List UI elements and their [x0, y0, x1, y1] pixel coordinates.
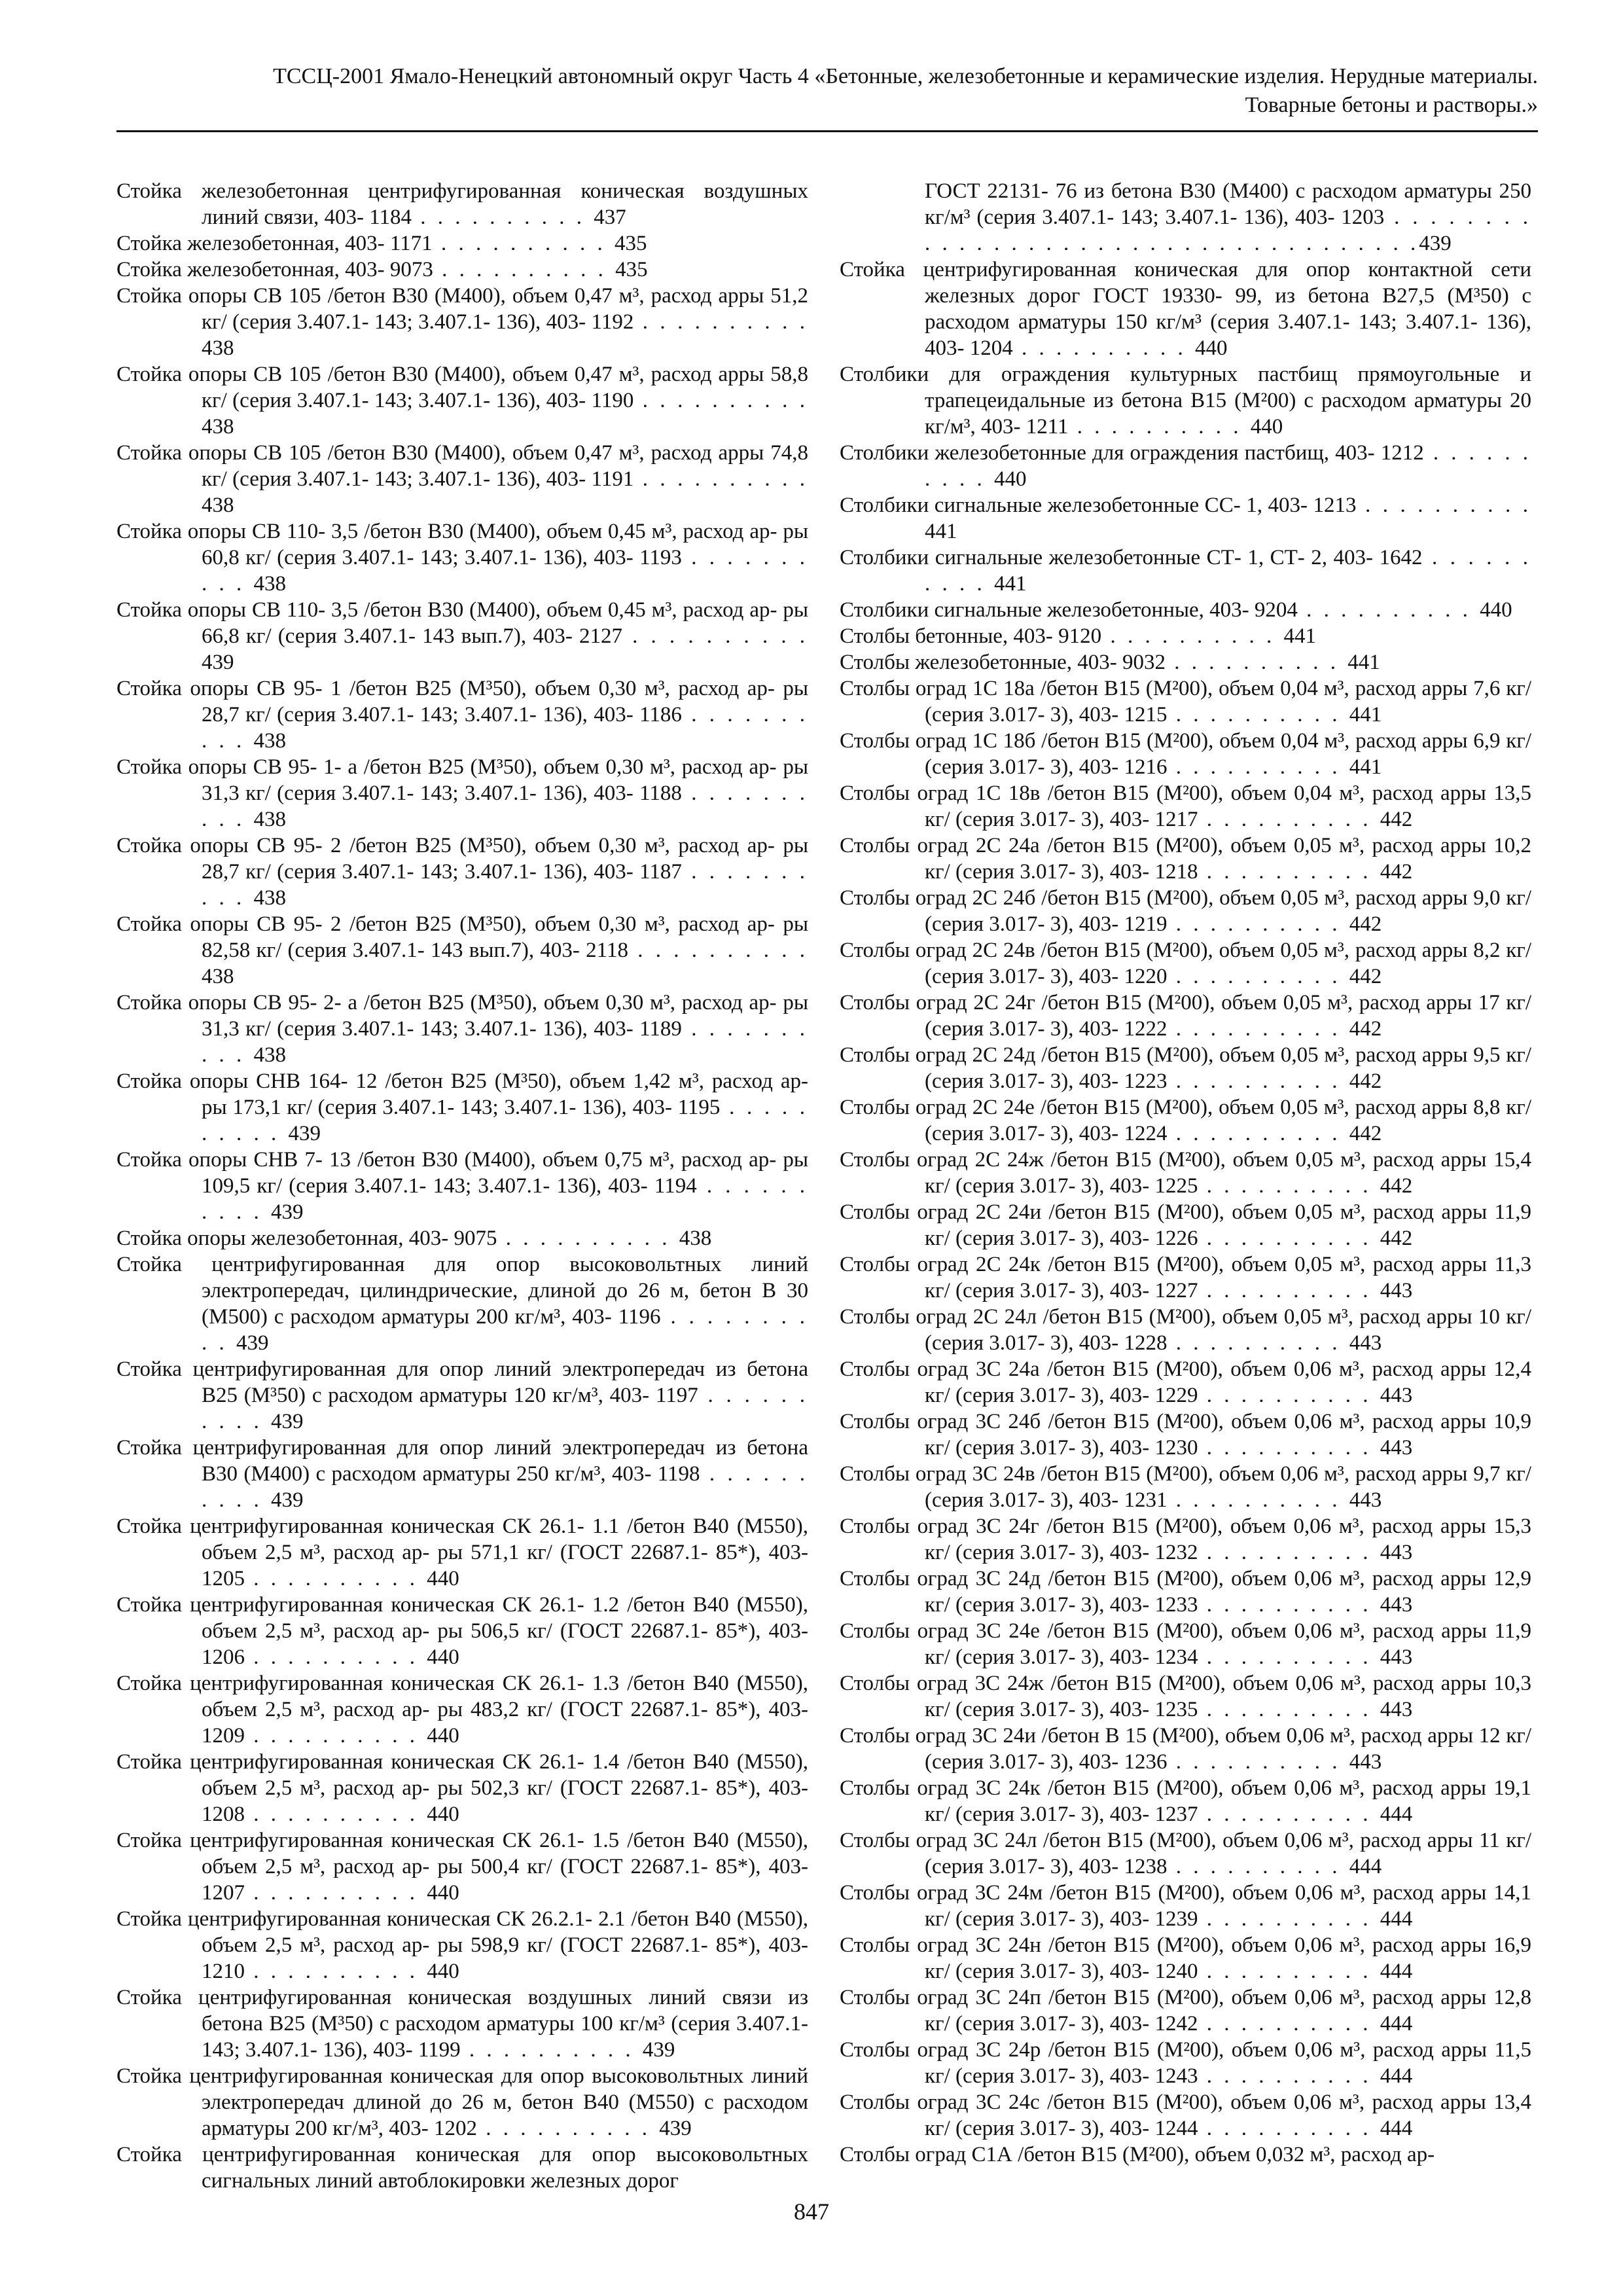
entry-text: Стойка центрифугированная коническая СК 26.2.1- 2.1 /бетон В40 (М550), объем 2,5 м³, расход ар- ры 598,9 кг/ (ГОСТ 22687.1- 85*), 403- 1210 — [116, 1907, 808, 1983]
index-entry: Стойка опоры СНВ 164- 12 /бетон В25 (М³50), объем 1,42 м³, расход ар- ры 173,1 кг/ (серия 3.407.1- 143; 3.407.1- 136), 403- 1195 . . . . . . . . . . 439 — [116, 1069, 808, 1145]
entry-text: Стойка опоры СВ 95- 1- а /бетон В25 (М³50), объем 0,30 м³, расход ар- ры 31,3 кг/ (серия 3.407.1- 143; 3.407.1- 136), 403- 1188 — [116, 755, 808, 805]
entry-page-number: 439 — [236, 1331, 269, 1355]
entry-text: Стойка центрифугированная коническая для опор высоковольтных сигнальных линий автоблокировки железных дорог — [116, 2143, 808, 2193]
index-entry: Стойка опоры СВ 95- 1- а /бетон В25 (М³50), объем 0,30 м³, расход ар- ры 31,3 кг/ (серия 3.407.1- 143; 3.407.1- 136), 403- 1188 . . . . . . . . . . 438 — [116, 755, 808, 831]
entry-page-number: 442 — [1380, 1227, 1413, 1250]
header-divider — [116, 130, 1538, 132]
entry-text: Стойка центрифугированная для опор линий электропередач из бетона В25 (М³50) с расходом арматуры 120 кг/м³, 403- 1197 — [116, 1357, 808, 1407]
entry-text: Стойка центрифугированная для опор высоковольтных линий электропередач, цилиндрические, длиной до 26 м, бетон В 30 (М500) с расходом арматуры 200 кг/м³, 403- 1196 — [116, 1253, 808, 1329]
entry-text: Стойка центрифугированная коническая СК 26.1- 1.4 /бетон В40 (М550), объем 2,5 м³, расход ар- ры 502,3 кг/ (ГОСТ 22687.1- 85*), 403- 1208 — [116, 1750, 808, 1826]
index-entry: Столбы оград 2С 24е /бетон В15 (М²00), объем 0,05 м³, расход арры 8,8 кг/ (серия 3.017- 3), 403- 1224 . . . . . . . . . . 442 — [840, 1096, 1531, 1145]
entry-text: Стойка опоры СВ 110- 3,5 /бетон В30 (М400), объем 0,45 м³, расход ар- ры 60,8 кг/ (серия 3.407.1- 143; 3.407.1- 136), 403- 1193 — [116, 520, 808, 569]
index-entry: Столбы оград 3С 24м /бетон В15 (М²00), объем 0,06 м³, расход арры 14,1 кг/ (серия 3.017- 3), 403- 1239 . . . . . . . . . . 444 — [840, 1881, 1531, 1931]
entry-text: Столбы оград С1А /бетон В15 (М²00), объем 0,032 м³, расход ар- — [840, 2143, 1435, 2166]
entry-page-number: 435 — [615, 258, 648, 281]
entry-page-number: 441 — [1347, 651, 1380, 674]
entry-page-number: 440 — [427, 1803, 459, 1826]
index-entry: Столбы оград 3С 24п /бетон В15 (М²00), объем 0,06 м³, расход арры 12,8 кг/ (серия 3.017- 3), 403- 1242 . . . . . . . . . . 444 — [840, 1986, 1531, 2036]
index-entry: Стойка центрифугированная коническая СК 26.1- 1.3 /бетон В40 (М550), объем 2,5 м³, расход ар- ры 483,2 кг/ (ГОСТ 22687.1- 85*), 403- 1209 . . . . . . . . . . 440 — [116, 1672, 808, 1748]
index-entry: Столбы оград 3С 24в /бетон В15 (М²00), объем 0,06 м³, расход арры 9,7 кг/ (серия 3.017- 3), 403- 1231 . . . . . . . . . . 443 — [840, 1462, 1531, 1512]
entry-page-number: 444 — [1380, 2064, 1413, 2088]
entry-text: Столбы оград 3С 24е /бетон В15 (М²00), объем 0,06 м³, расход арры 11,9 кг/ (серия 3.017- 3), 403- 1234 — [840, 1619, 1531, 1669]
entry-text: Столбы оград 2С 24ж /бетон В15 (М²00), объем 0,05 м³, расход арры 15,4 кг/ (серия 3.017- 3), 403- 1225 — [840, 1148, 1531, 1198]
entry-text: Столбы оград 2С 24к /бетон В15 (М²00), объем 0,05 м³, расход арры 11,3 кг/ (серия 3.017- 3), 403- 1227 — [840, 1253, 1531, 1302]
entry-page-number: 439 — [202, 651, 234, 674]
index-entry: Столбы оград 1С 18а /бетон В15 (М²00), объем 0,04 м³, расход арры 7,6 кг/ (серия 3.017- 3), 403- 1215 . . . . . . . . . . 441 — [840, 677, 1531, 726]
entry-page-number: 441 — [1283, 624, 1316, 648]
entry-text: Стойка центрифугированная коническая СК 26.1- 1.2 /бетон В40 (М550), объем 2,5 м³, расход ар- ры 506,5 кг/ (ГОСТ 22687.1- 85*), 403- 1206 — [116, 1593, 808, 1669]
index-entry: Столбики сигнальные железобетонные, 403- 9204 . . . . . . . . . . 440 — [840, 598, 1512, 622]
entry-text: Столбики сигнальные железобетонные, 403- 9204 — [840, 598, 1298, 622]
index-entry: Столбы оград 2С 24л /бетон В15 (М²00), объем 0,05 м³, расход арры 10 кг/ (серия 3.017- 3), 403- 1228 . . . . . . . . . . 443 — [840, 1305, 1531, 1355]
entry-text: Столбики железобетонные для ограждения пастбищ, 403- 1212 — [840, 441, 1424, 465]
index-entry: Стойка опоры СВ 105 /бетон В30 (М400), объем 0,47 м³, расход арры 74,8 кг/ (серия 3.407.1- 143; 3.407.1- 136), 403- 1191 . . . . . . . . . . 438 — [116, 441, 808, 517]
index-entry: Столбы оград 1С 18в /бетон В15 (М²00), объем 0,04 м³, расход арры 13,5 кг/ (серия 3.017- 3), 403- 1217 . . . . . . . . . . 442 — [840, 781, 1531, 831]
index-entry: Стойка центрифугированная коническая СК 26.1- 1.4 /бетон В40 (М550), объем 2,5 м³, расход ар- ры 502,3 кг/ (ГОСТ 22687.1- 85*), 403- 1208 . . . . . . . . . . 440 — [116, 1750, 808, 1826]
entry-text: Столбы оград 1С 18в /бетон В15 (М²00), объем 0,04 м³, расход арры 13,5 кг/ (серия 3.017- 3), 403- 1217 — [840, 781, 1531, 831]
entry-page-number: 444 — [1380, 2117, 1413, 2140]
entry-text: Столбы оград 3С 24а /бетон В15 (М²00), объем 0,06 м³, расход арры 12,4 кг/ (серия 3.017- 3), 403- 1229 — [840, 1357, 1531, 1407]
index-entry: Столбы оград 3С 24ж /бетон В15 (М²00), объем 0,06 м³, расход арры 10,3 кг/ (серия 3.017- 3), 403- 1235 . . . . . . . . . . 443 — [840, 1672, 1531, 1721]
index-entry: Стойка опоры СВ 95- 2- а /бетон В25 (М³50), объем 0,30 м³, расход ар- ры 31,3 кг/ (серия 3.407.1- 143; 3.407.1- 136), 403- 1189 . . . . . . . . . . 438 — [116, 991, 808, 1067]
entry-page-number: 443 — [1380, 1593, 1413, 1617]
entry-text: Столбы оград 2С 24е /бетон В15 (М²00), объем 0,05 м³, расход арры 8,8 кг/ (серия 3.017- 3), 403- 1224 — [840, 1096, 1531, 1145]
index-entry: Стойка железобетонная центрифугированная коническая воздушных линий связи, 403- 1184 . . . . . . . . . . 437 — [116, 179, 808, 229]
entry-page-number: 438 — [253, 808, 286, 831]
index-entry: Стойка центрифугированная коническая СК 26.1- 1.2 /бетон В40 (М550), объем 2,5 м³, расход ар- ры 506,5 кг/ (ГОСТ 22687.1- 85*), 403- 1206 . . . . . . . . . . 440 — [116, 1593, 808, 1669]
entry-text: Столбики сигнальные железобетонные СС- 1, 403- 1213 — [840, 493, 1357, 517]
entry-page-number: 441 — [1349, 703, 1382, 726]
entry-page-number: 442 — [1349, 1017, 1382, 1041]
entry-page-number: 444 — [1380, 1960, 1413, 1983]
entry-text: Стойка центрифугированная коническая для опор высоковольтных линий электропередач длиной до 26 м, бетон В40 (М550) с расходом арматуры 200 кг/м³, 403- 1202 — [116, 2064, 808, 2140]
entry-text: Столбики сигнальные железобетонные СТ- 1, СТ- 2, 403- 1642 — [840, 546, 1423, 569]
entry-page-number: 443 — [1380, 1279, 1413, 1302]
index-entry: Столбы оград 3С 24к /бетон В15 (М²00), объем 0,06 м³, расход арры 19,1 кг/ (серия 3.017- 3), 403- 1237 . . . . . . . . . . 444 — [840, 1776, 1531, 1826]
page-number: 847 — [794, 2198, 829, 2225]
entry-page-number: 439 — [1419, 232, 1452, 255]
entry-page-number: 440 — [427, 1724, 459, 1748]
entry-text: Столбы оград 1С 18а /бетон В15 (М²00), объем 0,04 м³, расход арры 7,6 кг/ (серия 3.017- 3), 403- 1215 — [840, 677, 1531, 726]
entry-page-number: 438 — [253, 1043, 286, 1067]
index-entry: Стойка опоры СВ 105 /бетон В30 (М400), объем 0,47 м³, расход арры 58,8 кг/ (серия 3.407.1- 143; 3.407.1- 136), 403- 1190 . . . . . . . . . . 438 — [116, 363, 808, 439]
entry-page-number: 438 — [253, 572, 286, 596]
index-entry: Стойка центрифугированная для опор высоковольтных линий электропередач, цилиндрические, длиной до 26 м, бетон В 30 (М500) с расходом арматуры 200 кг/м³, 403- 1196 . . . . . . . . . . 439 — [116, 1253, 809, 1355]
entry-text: Столбы оград 3С 24р /бетон В15 (М²00), объем 0,06 м³, расход арры 11,5 кг/ (серия 3.017- 3), 403- 1243 — [840, 2038, 1531, 2088]
entry-text: Столбы оград 1С 18б /бетон В15 (М²00), объем 0,04 м³, расход арры 6,9 кг/ (серия 3.017- 3), 403- 1216 — [840, 729, 1531, 779]
entry-page-number: 439 — [288, 1122, 321, 1145]
entry-text: Столбы железобетонные, 403- 9032 — [840, 651, 1166, 674]
entry-page-number: 442 — [1349, 912, 1382, 936]
entry-text: Столбики для ограждения культурных пастбищ прямоугольные и трапецеидальные из бетона В15 (М²00) с расходом арматуры 20 кг/м³, 403- 1211 — [840, 363, 1531, 439]
entry-page-number: 440 — [427, 1645, 459, 1669]
entry-text: Стойка центрифугированная коническая СК 26.1- 1.3 /бетон В40 (М550), объем 2,5 м³, расход ар- ры 483,2 кг/ (ГОСТ 22687.1- 85*), 403- 1209 — [116, 1672, 808, 1748]
index-entry: Столбы оград 2С 24а /бетон В15 (М²00), объем 0,05 м³, расход арры 10,2 кг/ (серия 3.017- 3), 403- 1218 . . . . . . . . . . 442 — [840, 834, 1531, 884]
entry-page-number: 443 — [1380, 1436, 1413, 1460]
entry-text: Столбы оград 3С 24б /бетон В15 (М²00), объем 0,06 м³, расход арры 10,9 кг/ (серия 3.017- 3), 403- 1230 — [840, 1410, 1531, 1460]
index-entry: Стойка центрифугированная для опор линий электропередач из бетона В30 (М400) с расходом арматуры 250 кг/м³, 403- 1198 . . . . . . . . . . 439 — [116, 1436, 808, 1512]
entry-text: Стойка опоры СВ 95- 1 /бетон В25 (М³50), объем 0,30 м³, расход ар- ры 28,7 кг/ (серия 3.407.1- 143; 3.407.1- 136), 403- 1186 — [116, 677, 808, 726]
entry-page-number: 438 — [253, 729, 286, 753]
entry-text: Столбы оград 3С 24ж /бетон В15 (М²00), объем 0,06 м³, расход арры 10,3 кг/ (серия 3.017- 3), 403- 1235 — [840, 1672, 1531, 1721]
index-entry: Стойка центрифугированная коническая воздушных линий связи из бетона В25 (М³50) с расходом арматуры 100 кг/м³ (серия 3.407.1- 143; 3.407.1- 136), 403- 1199 . . . . . . . . . . 439 — [116, 1986, 808, 2062]
entry-page-number: 440 — [1250, 415, 1283, 439]
index-entry: Столбы оград 3С 24и /бетон В 15 (М²00), объем 0,06 м³, расход арры 12 кг/ (серия 3.017- 3), 403- 1236 . . . . . . . . . . 443 — [840, 1724, 1531, 1774]
index-entry: Стойка центрифугированная коническая для опор контактной сети железных дорог ГОСТ 19330- 99, из бетона В27,5 (М³50) с расходом арматуры 150 кг/м³ (серия 3.407.1- 143; 3.407.1- 136), 403- 1204 . . . . . . . . . . 440 — [840, 258, 1531, 360]
index-entry: Столбики сигнальные железобетонные СС- 1, 403- 1213 . . . . . . . . . . 441 — [840, 493, 1531, 543]
header-line-1: ТССЦ-2001 Ямало-Ненецкий автономный округ Часть 4 «Бетонные, железобетонные и керамические изделия. Нерудные материалы. — [273, 64, 1538, 88]
entry-text: Столбы оград 3С 24н /бетон В15 (М²00), объем 0,06 м³, расход арры 16,9 кг/ (серия 3.017- 3), 403- 1240 — [840, 1933, 1531, 1983]
entry-page-number: 439 — [659, 2117, 692, 2140]
index-entry: Столбы оград 2С 24г /бетон В15 (М²00), объем 0,05 м³, расход арры 17 кг/ (серия 3.017- 3), 403- 1222 . . . . . . . . . . 442 — [840, 991, 1531, 1041]
index-entry: Стойка железобетонная, 403- 1171 . . . . . . . . . . 435 — [116, 232, 647, 255]
entry-text: Стойка опоры СВ 105 /бетон В30 (М400), объем 0,47 м³, расход арры 51,2 кг/ (серия 3.407.1- 143; 3.407.1- 136), 403- 1192 — [116, 284, 808, 334]
entry-page-number: 442 — [1349, 965, 1382, 988]
index-entry: Стойка центрифугированная коническая СК 26.1- 1.1 /бетон В40 (М550), объем 2,5 м³, расход ар- ры 571,1 кг/ (ГОСТ 22687.1- 85*), 403- 1205 . . . . . . . . . . 440 — [116, 1515, 808, 1590]
entry-text: Стойка центрифугированная коническая воздушных линий связи из бетона В25 (М³50) с расходом арматуры 100 кг/м³ (серия 3.407.1- 143; 3.407.1- 136), 403- 1199 — [116, 1986, 808, 2062]
index-entry: Стойка опоры СНВ 7- 13 /бетон В30 (М400), объем 0,75 м³, расход ар- ры 109,5 кг/ (серия 3.407.1- 143; 3.407.1- 136), 403- 1194 . . . . . . . . . . 439 — [116, 1148, 809, 1224]
index-entry: Стойка центрифугированная коническая для опор высоковольтных линий электропередач длиной до 26 м, бетон В40 (М550) с расходом арматуры 200 кг/м³, 403- 1202 . . . . . . . . . . 439 — [116, 2064, 808, 2140]
entry-text: Столбы оград 2С 24а /бетон В15 (М²00), объем 0,05 м³, расход арры 10,2 кг/ (серия 3.017- 3), 403- 1218 — [840, 834, 1531, 884]
index-entry: Столбы оград 3С 24е /бетон В15 (М²00), объем 0,06 м³, расход арры 11,9 кг/ (серия 3.017- 3), 403- 1234 . . . . . . . . . . 443 — [840, 1619, 1531, 1669]
index-entry: Столбы оград 3С 24б /бетон В15 (М²00), объем 0,06 м³, расход арры 10,9 кг/ (серия 3.017- 3), 403- 1230 . . . . . . . . . . 443 — [840, 1410, 1531, 1460]
entry-text: Столбы бетонные, 403- 9120 — [840, 624, 1102, 648]
index-entry: Столбы оград 3С 24г /бетон В15 (М²00), объем 0,06 м³, расход арры 15,3 кг/ (серия 3.017- 3), 403- 1232 . . . . . . . . . . 443 — [840, 1515, 1531, 1564]
index-entry: Стойка опоры СВ 95- 1 /бетон В25 (М³50), объем 0,30 м³, расход ар- ры 28,7 кг/ (серия 3.407.1- 143; 3.407.1- 136), 403- 1186 . . . . . . . . . . 438 — [116, 677, 808, 753]
entry-page-number: 440 — [427, 1881, 459, 1905]
entry-text: Столбы оград 2С 24и /бетон В15 (М²00), объем 0,05 м³, расход арры 11,9 кг/ (серия 3.017- 3), 403- 1226 — [840, 1200, 1531, 1250]
entry-page-number: 444 — [1380, 2012, 1413, 2036]
entry-text: Стойка опоры СНВ 7- 13 /бетон В30 (М400), объем 0,75 м³, расход ар- ры 109,5 кг/ (серия 3.407.1- 143; 3.407.1- 136), 403- 1194 — [116, 1148, 808, 1198]
entry-page-number: 442 — [1380, 1174, 1413, 1198]
entry-text: Стойка центрифугированная коническая для опор контактной сети железных дорог ГОСТ 19330- 99, из бетона В27,5 (М³50) с расходом арматуры 150 кг/м³ (серия 3.407.1- 143; 3.407.1- 136), 403- 1204 — [840, 258, 1531, 360]
index-entry: Стойка опоры СВ 105 /бетон В30 (М400), объем 0,47 м³, расход арры 51,2 кг/ (серия 3.407.1- 143; 3.407.1- 136), 403- 1192 . . . . . . . . . . 438 — [116, 284, 808, 360]
entry-page-number: 440 — [427, 1567, 459, 1590]
index-entry: Столбы оград 2С 24и /бетон В15 (М²00), объем 0,05 м³, расход арры 11,9 кг/ (серия 3.017- 3), 403- 1226 . . . . . . . . . . 442 — [840, 1200, 1531, 1250]
entry-text: Стойка железобетонная, 403- 1171 — [116, 232, 433, 255]
entry-page-number: 435 — [614, 232, 647, 255]
entry-text: Стойка железобетонная центрифугированная коническая воздушных линий связи, 403- 1184 — [116, 179, 808, 229]
entry-page-number: 438 — [202, 965, 234, 988]
entry-text: Стойка железобетонная, 403- 9073 — [116, 258, 433, 281]
entry-page-number: 444 — [1349, 1855, 1382, 1878]
index-entry: Столбы оград 2С 24в /бетон В15 (М²00), объем 0,05 м³, расход арры 8,2 кг/ (серия 3.017- 3), 403- 1220 . . . . . . . . . . 442 — [840, 939, 1531, 988]
entry-page-number: 439 — [271, 1410, 304, 1433]
index-entry: Столбы оград 3С 24с /бетон В15 (М²00), объем 0,06 м³, расход арры 13,4 кг/ (серия 3.017- 3), 403- 1244 . . . . . . . . . . 444 — [840, 2090, 1531, 2140]
index-entry: Столбы оград 2С 24ж /бетон В15 (М²00), объем 0,05 м³, расход арры 15,4 кг/ (серия 3.017- 3), 403- 1225 . . . . . . . . . . 442 — [840, 1148, 1531, 1198]
index-entry: Стойка центрифугированная коническая СК 26.2.1- 2.1 /бетон В40 (М550), объем 2,5 м³, расход ар- ры 598,9 кг/ (ГОСТ 22687.1- 85*), 403- 1210 . . . . . . . . . . 440 — [116, 1907, 808, 1983]
entry-text: Столбы оград 3С 24г /бетон В15 (М²00), объем 0,06 м³, расход арры 15,3 кг/ (серия 3.017- 3), 403- 1232 — [840, 1515, 1531, 1564]
entry-page-number: 438 — [202, 415, 234, 439]
index-entry: Столбы железобетонные, 403- 9032 . . . . . . . . . . 441 — [840, 651, 1380, 674]
entry-page-number: 443 — [1380, 1541, 1413, 1564]
index-entry: Столбы оград 2С 24д /бетон В15 (М²00), объем 0,05 м³, расход арры 9,5 кг/ (серия 3.017- 3), 403- 1223 . . . . . . . . . . 442 — [840, 1043, 1531, 1093]
index-entry: Столбики железобетонные для ограждения пастбищ, 403- 1212 . . . . . . . . . . 440 — [840, 441, 1531, 491]
index-entry: Столбы оград 2С 24б /бетон В15 (М²00), объем 0,05 м³, расход арры 9,0 кг/ (серия 3.017- 3), 403- 1219 . . . . . . . . . . 442 — [840, 886, 1531, 936]
index-entry: Стойка опоры СВ 110- 3,5 /бетон В30 (М400), объем 0,45 м³, расход ар- ры 60,8 кг/ (серия 3.407.1- 143; 3.407.1- 136), 403- 1193 . . . . . . . . . . 438 — [116, 520, 808, 596]
running-header — [116, 62, 1538, 120]
entry-page-number: 439 — [642, 2038, 675, 2062]
entry-page-number: 443 — [1349, 1488, 1382, 1512]
entry-text: Стойка опоры железобетонная, 403- 9075 — [116, 1227, 497, 1250]
index-entry: Стойка железобетонная, 403- 9073 . . . . . . . . . . 435 — [116, 258, 648, 281]
index-entry: Столбы оград 1С 18б /бетон В15 (М²00), объем 0,04 м³, расход арры 6,9 кг/ (серия 3.017- 3), 403- 1216 . . . . . . . . . . 441 — [840, 729, 1531, 779]
entry-page-number: 443 — [1380, 1698, 1413, 1721]
index-entry — [116, 2142, 808, 2194]
entry-page-number: 443 — [1349, 1750, 1382, 1774]
index-entry-continuation: ГОСТ 22131- 76 из бетона В30 (М400) с расходом арматуры 250 кг/м³ (серия 3.407.1- 143; 3.407.1- 136), 403- 1203 . . . . . . . . . . . . . . . . . . . . . . . . . . . . . . . . . . . . .439 — [925, 179, 1532, 255]
entry-text: Стойка центрифугированная для опор линий электропередач из бетона В30 (М400) с расходом арматуры 250 кг/м³, 403- 1198 — [116, 1436, 808, 1486]
entry-page-number: 437 — [594, 206, 626, 229]
entry-text: Столбы оград 2С 24г /бетон В15 (М²00), объем 0,05 м³, расход арры 17 кг/ (серия 3.017- 3), 403- 1222 — [840, 991, 1531, 1041]
entry-text: Стойка опоры СВ 95- 2 /бетон В25 (М³50), объем 0,30 м³, расход ар- ры 28,7 кг/ (серия 3.407.1- 143; 3.407.1- 136), 403- 1187 — [116, 834, 808, 884]
entry-page-number: 439 — [271, 1200, 304, 1224]
entry-text: Стойка опоры СВ 95- 2- а /бетон В25 (М³50), объем 0,30 м³, расход ар- ры 31,3 кг/ (серия 3.407.1- 143; 3.407.1- 136), 403- 1189 — [116, 991, 808, 1041]
entry-page-number: 443 — [1349, 1331, 1382, 1355]
entry-page-number: 444 — [1380, 1803, 1413, 1826]
entry-page-number: 440 — [1480, 598, 1512, 622]
entry-text: Стойка опоры СВ 110- 3,5 /бетон В30 (М400), объем 0,45 м³, расход ар- ры 66,8 кг/ (серия 3.407.1- 143 вып.7), 403- 2127 — [116, 598, 808, 648]
entry-text: Столбы оград 2С 24л /бетон В15 (М²00), объем 0,05 м³, расход арры 10 кг/ (серия 3.017- 3), 403- 1228 — [840, 1305, 1531, 1355]
index-entry: Стойка опоры железобетонная, 403- 9075 . . . . . . . . . . 438 — [116, 1227, 712, 1250]
entry-page-number: 444 — [1380, 1907, 1413, 1931]
index-entry: Стойка центрифугированная для опор линий электропередач из бетона В25 (М³50) с расходом арматуры 120 кг/м³, 403- 1197 . . . . . . . . . . 439 — [116, 1357, 808, 1433]
entry-page-number: 441 — [1349, 755, 1382, 779]
entry-page-number: 438 — [679, 1227, 712, 1250]
entry-page-number: 438 — [202, 493, 234, 517]
index-entry: Стойка центрифугированная коническая СК 26.1- 1.5 /бетон В40 (М550), объем 2,5 м³, расход ар- ры 500,4 кг/ (ГОСТ 22687.1- 85*), 403- 1207 . . . . . . . . . . 440 — [116, 1829, 808, 1905]
index-entry: Столбы оград 2С 24к /бетон В15 (М²00), объем 0,05 м³, расход арры 11,3 кг/ (серия 3.017- 3), 403- 1227 . . . . . . . . . . 443 — [840, 1253, 1531, 1302]
entry-page-number: 438 — [253, 886, 286, 910]
entry-page-number: 442 — [1380, 808, 1413, 831]
entry-text: Столбы оград 3С 24л /бетон В15 (М²00), объем 0,06 м³, расход арры 11 кг/ (серия 3.017- 3), 403- 1238 — [840, 1829, 1531, 1878]
index-entry: Столбы оград 3С 24н /бетон В15 (М²00), объем 0,06 м³, расход арры 16,9 кг/ (серия 3.017- 3), 403- 1240 . . . . . . . . . . 444 — [840, 1933, 1531, 1983]
entry-text: Стойка центрифугированная коническая СК 26.1- 1.5 /бетон В40 (М550), объем 2,5 м³, расход ар- ры 500,4 кг/ (ГОСТ 22687.1- 85*), 403- 1207 — [116, 1829, 808, 1905]
index-column-left — [116, 178, 808, 2194]
index-entry: Столбы оград 3С 24р /бетон В15 (М²00), объем 0,06 м³, расход арры 11,5 кг/ (серия 3.017- 3), 403- 1243 . . . . . . . . . . 444 — [840, 2038, 1531, 2088]
index-entry — [840, 2142, 1531, 2168]
entry-page-number: 442 — [1349, 1069, 1382, 1093]
entry-text: Столбы оград 3С 24с /бетон В15 (М²00), объем 0,06 м³, расход арры 13,4 кг/ (серия 3.017- 3), 403- 1244 — [840, 2090, 1531, 2140]
entry-text: Стойка центрифугированная коническая СК 26.1- 1.1 /бетон В40 (М550), объем 2,5 м³, расход ар- ры 571,1 кг/ (ГОСТ 22687.1- 85*), 403- 1205 — [116, 1515, 808, 1590]
entry-text: Столбы оград 2С 24д /бетон В15 (М²00), объем 0,05 м³, расход арры 9,5 кг/ (серия 3.017- 3), 403- 1223 — [840, 1043, 1531, 1093]
header-line-2: Товарные бетоны и растворы.» — [1245, 93, 1538, 117]
index-list-right — [840, 257, 1531, 2168]
index-entry: Столбы оград 3С 24а /бетон В15 (М²00), объем 0,06 м³, расход арры 12,4 кг/ (серия 3.017- 3), 403- 1229 . . . . . . . . . . 443 — [840, 1357, 1531, 1407]
index-column-right — [840, 178, 1531, 2168]
entry-text: Стойка опоры СВ 105 /бетон В30 (М400), объем 0,47 м³, расход арры 58,8 кг/ (серия 3.407.1- 143; 3.407.1- 136), 403- 1190 — [116, 363, 808, 412]
entry-page-number: 440 — [427, 1960, 459, 1983]
entry-text: Столбы оград 2С 24в /бетон В15 (М²00), объем 0,05 м³, расход арры 8,2 кг/ (серия 3.017- 3), 403- 1220 — [840, 939, 1531, 988]
entry-page-number: 438 — [202, 336, 234, 360]
entry-text: Столбы оград 3С 24д /бетон В15 (М²00), объем 0,06 м³, расход арры 12,9 кг/ (серия 3.017- 3), 403- 1233 — [840, 1567, 1531, 1617]
entry-page-number: 441 — [994, 572, 1027, 596]
entry-text: Стойка опоры СВ 95- 2 /бетон В25 (М³50), объем 0,30 м³, расход ар- ры 82,58 кг/ (серия 3.407.1- 143 вып.7), 403- 2118 — [116, 912, 808, 962]
entry-text: Столбы оград 3С 24п /бетон В15 (М²00), объем 0,06 м³, расход арры 12,8 кг/ (серия 3.017- 3), 403- 1242 — [840, 1986, 1531, 2036]
entry-page-number: 442 — [1380, 860, 1413, 884]
entry-text: Столбы оград 3С 24и /бетон В 15 (М²00), объем 0,06 м³, расход арры 12 кг/ (серия 3.017- 3), 403- 1236 — [840, 1724, 1531, 1774]
index-entry: Столбы бетонные, 403- 9120 . . . . . . . . . . 441 — [840, 624, 1316, 648]
index-entry: Стойка опоры СВ 110- 3,5 /бетон В30 (М400), объем 0,45 м³, расход ар- ры 66,8 кг/ (серия 3.407.1- 143 вып.7), 403- 2127 . . . . . . . . . . 439 — [116, 598, 808, 674]
entry-page-number: 442 — [1349, 1122, 1382, 1145]
index-entry: Столбики сигнальные железобетонные СТ- 1, СТ- 2, 403- 1642 . . . . . . . . . . 441 — [840, 546, 1532, 596]
entry-page-number: 441 — [925, 520, 957, 543]
entry-page-number: 439 — [271, 1488, 304, 1512]
entry-text: Столбы оград 3С 24в /бетон В15 (М²00), объем 0,06 м³, расход арры 9,7 кг/ (серия 3.017- 3), 403- 1231 — [840, 1462, 1531, 1512]
entry-page-number: 443 — [1380, 1645, 1413, 1669]
entry-page-number: 443 — [1380, 1384, 1413, 1407]
index-entry: Столбы оград 3С 24л /бетон В15 (М²00), объем 0,06 м³, расход арры 11 кг/ (серия 3.017- 3), 403- 1238 . . . . . . . . . . 444 — [840, 1829, 1531, 1878]
entry-page-number: 440 — [1195, 336, 1228, 360]
index-entry: Стойка опоры СВ 95- 2 /бетон В25 (М³50), объем 0,30 м³, расход ар- ры 28,7 кг/ (серия 3.407.1- 143; 3.407.1- 136), 403- 1187 . . . . . . . . . . 438 — [116, 834, 808, 910]
entry-text: Стойка опоры СНВ 164- 12 /бетон В25 (М³50), объем 1,42 м³, расход ар- ры 173,1 кг/ (серия 3.407.1- 143; 3.407.1- 136), 403- 1195 — [116, 1069, 808, 1119]
index-entry: Столбы оград 3С 24д /бетон В15 (М²00), объем 0,06 м³, расход арры 12,9 кг/ (серия 3.017- 3), 403- 1233 . . . . . . . . . . 443 — [840, 1567, 1531, 1617]
entry-page-number: 440 — [994, 467, 1027, 491]
index-entry: Стойка опоры СВ 95- 2 /бетон В25 (М³50), объем 0,30 м³, расход ар- ры 82,58 кг/ (серия 3.407.1- 143 вып.7), 403- 2118 . . . . . . . . . . 438 — [116, 912, 808, 988]
entry-text: Стойка опоры СВ 105 /бетон В30 (М400), объем 0,47 м³, расход арры 74,8 кг/ (серия 3.407.1- 143; 3.407.1- 136), 403- 1191 — [116, 441, 808, 491]
entry-text: Столбы оград 3С 24к /бетон В15 (М²00), объем 0,06 м³, расход арры 19,1 кг/ (серия 3.017- 3), 403- 1237 — [840, 1776, 1531, 1826]
index-entry: Столбики для ограждения культурных пастбищ прямоугольные и трапецеидальные из бетона В15 (М²00) с расходом арматуры 20 кг/м³, 403- 1211 . . . . . . . . . . 440 — [840, 363, 1531, 439]
entry-text: Столбы оград 2С 24б /бетон В15 (М²00), объем 0,05 м³, расход арры 9,0 кг/ (серия 3.017- 3), 403- 1219 — [840, 886, 1531, 936]
entry-text: Столбы оград 3С 24м /бетон В15 (М²00), объем 0,06 м³, расход арры 14,1 кг/ (серия 3.017- 3), 403- 1239 — [840, 1881, 1531, 1931]
